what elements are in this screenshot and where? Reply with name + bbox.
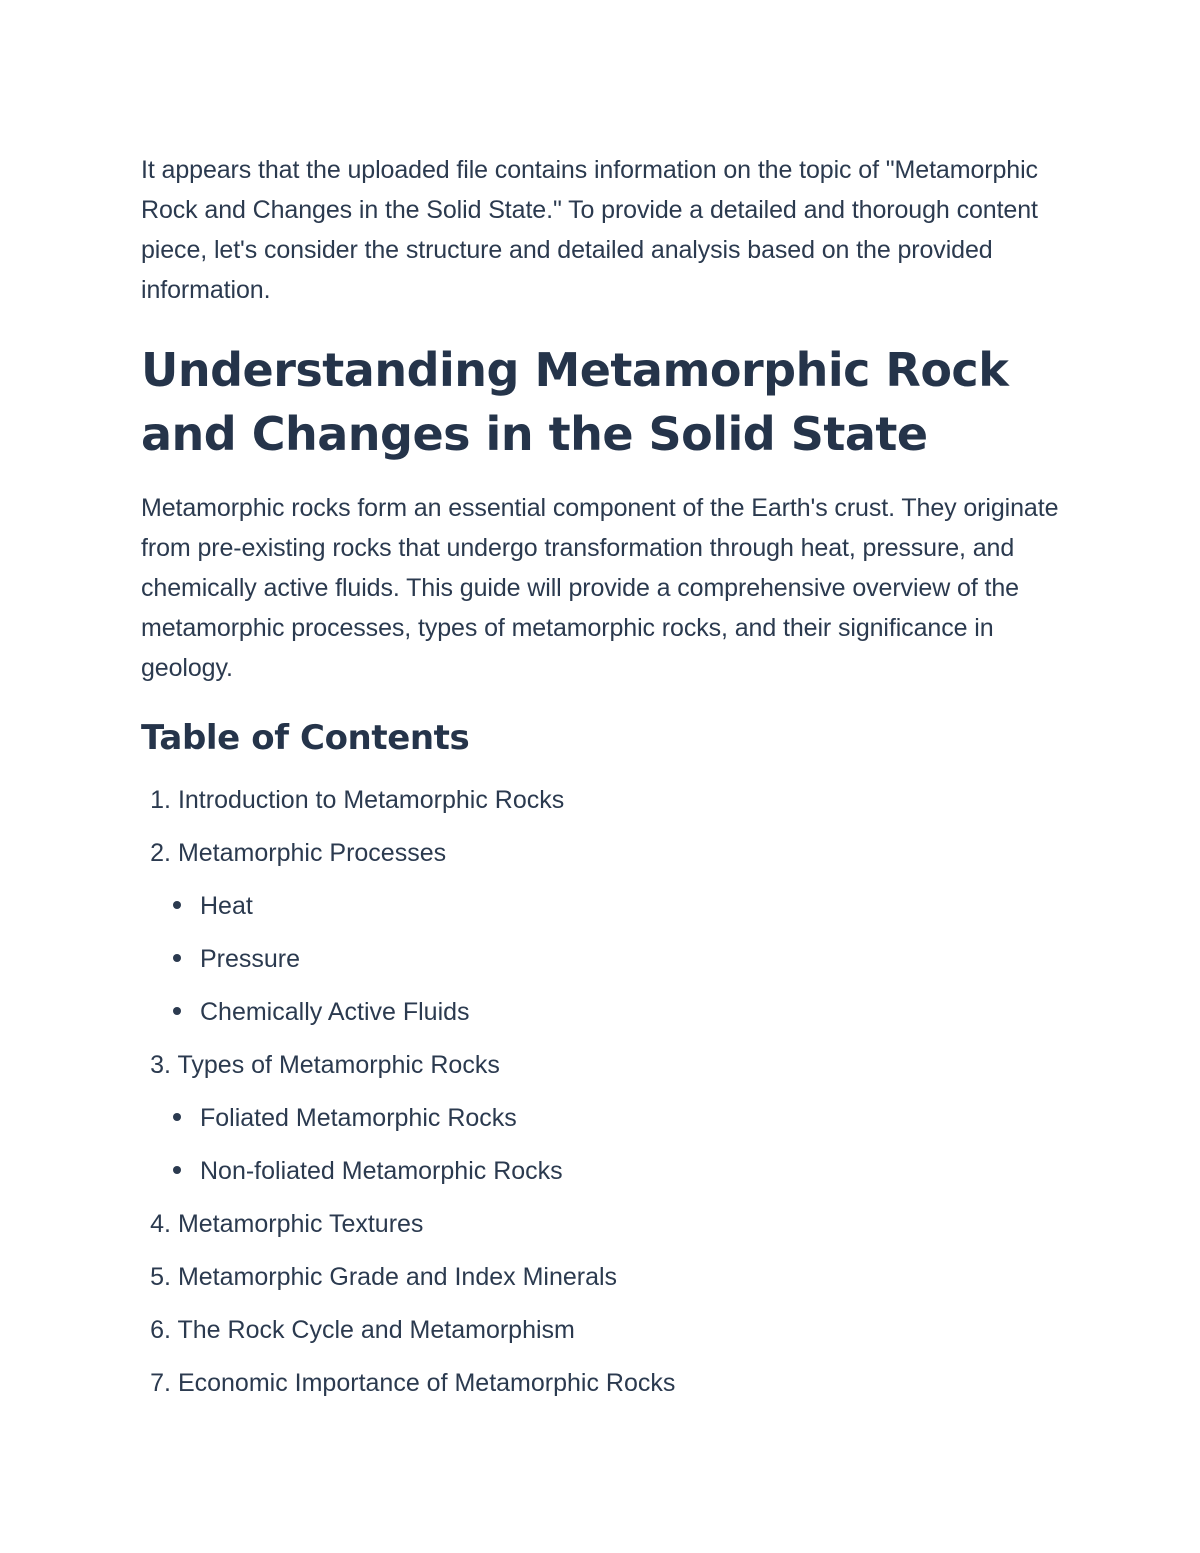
- toc-subitem-heat: [141, 890, 1061, 943]
- toc-number: 2.: [150, 839, 171, 867]
- toc-sub-label: Pressure: [200, 945, 301, 973]
- toc-sub-label: Foliated Metamorphic Rocks: [200, 1104, 517, 1132]
- bullet-icon: [173, 1113, 181, 1121]
- toc-subitem-pressure: [141, 943, 1061, 996]
- toc-number: 3.: [150, 1051, 171, 1079]
- toc-heading: Table of Contents: [141, 718, 470, 758]
- toc-item-5: [141, 1261, 1061, 1314]
- lead-paragraph: Metamorphic rocks form an essential component of the Earth's crust. They originate from pre-existing rocks that undergo transformation through heat, pressure, and chemically active fluids. This guide will provide a comprehensive overview of the metamorphic processes, types of metamorphic rocks, and their significance in geology.: [141, 494, 1059, 682]
- toc-number: 7.: [150, 1369, 171, 1397]
- toc-label: Types of Metamorphic Rocks: [177, 1051, 500, 1079]
- toc-subitem-foliated: [141, 1102, 1061, 1155]
- toc-item-3: [141, 1049, 1061, 1102]
- toc-sub-label: Non-foliated Metamorphic Rocks: [200, 1157, 563, 1185]
- toc-sub-label: Chemically Active Fluids: [200, 998, 470, 1026]
- page-title: Understanding Metamorphic Rock and Changes in the Solid State: [141, 343, 1009, 461]
- intro-paragraph: It appears that the uploaded file contains information on the topic of "Metamorphic Rock and Changes in the Solid State." To provide a detailed and thorough content piece, let's consider the structure and detailed analysis based on the provided information.: [141, 156, 1038, 304]
- toc-subitem-non-foliated: [141, 1155, 1061, 1208]
- toc-item-1: [141, 784, 1061, 837]
- document-page: [141, 150, 1061, 1420]
- toc-sub-label: Heat: [200, 892, 253, 920]
- toc-subitem-fluids: [141, 996, 1061, 1049]
- toc-label: Metamorphic Textures: [177, 1210, 424, 1238]
- toc-label: Economic Importance of Metamorphic Rocks: [177, 1369, 676, 1397]
- toc-item-7: [141, 1367, 1061, 1420]
- bullet-icon: [173, 1007, 181, 1015]
- bullet-icon: [173, 954, 181, 962]
- bullet-icon: [173, 1166, 181, 1174]
- toc-number: 6.: [150, 1316, 171, 1344]
- toc-label: Metamorphic Processes: [177, 839, 447, 867]
- toc-item-4: [141, 1208, 1061, 1261]
- toc-label: The Rock Cycle and Metamorphism: [177, 1316, 575, 1344]
- bullet-icon: [173, 901, 181, 909]
- toc-item-2: [141, 837, 1061, 890]
- toc-label: Metamorphic Grade and Index Minerals: [177, 1263, 618, 1291]
- toc-label: Introduction to Metamorphic Rocks: [177, 786, 565, 814]
- toc-number: 4.: [150, 1210, 171, 1238]
- toc-number: 1.: [150, 786, 171, 814]
- toc-number: 5.: [150, 1263, 171, 1291]
- toc-item-6: [141, 1314, 1061, 1367]
- table-of-contents: [141, 784, 1061, 1420]
